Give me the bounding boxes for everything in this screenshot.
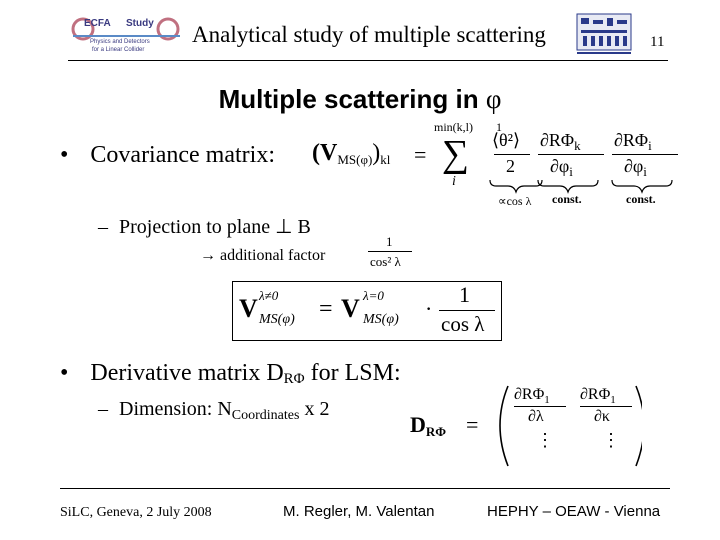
deriv-r1c1-num: $\partial R\Phi_1$ (514, 386, 550, 407)
cov-theta: ⟨θ²⟩ (492, 130, 521, 150)
boxed-dot: · (425, 296, 433, 321)
cov-dphi: $\partial\varphi_i$ (550, 156, 573, 179)
derivative-formula (410, 382, 642, 468)
deriv-lhs: $D_{R\Phi}$ (410, 412, 447, 439)
cov-eq: = (414, 142, 427, 167)
deriv-r1c2-num: $\partial R\Phi_1$ (580, 386, 616, 407)
factor-den: cos² λ (370, 254, 401, 269)
header-title: Analytical study of multiple scattering (192, 22, 546, 47)
bullet-marker: • (60, 142, 69, 168)
hephy-logo (575, 12, 633, 56)
logo-text-study: Study (126, 18, 154, 29)
sub-text: Projection to plane ⊥ B (119, 216, 311, 238)
bullet2-text: Derivative matrix $D_{R\Phi}$ for LSM: (90, 360, 401, 387)
cov-sum: ∑ (442, 133, 470, 175)
deriv-dots-2: ⋮ (602, 430, 620, 450)
boxed-formula (232, 281, 502, 341)
sub2-text: Dimension: $N_{Coordinates}$ x 2 (119, 398, 330, 423)
slide-title-symbol: φ (485, 84, 502, 114)
boxed-rhs-sub: MS(φ) (363, 312, 399, 327)
deriv-eq: = (466, 412, 479, 437)
deriv-dots-1: ⋮ (536, 430, 554, 450)
deriv-r1c1-den: ∂λ (528, 408, 544, 425)
factor-num: 1 (386, 234, 393, 249)
cov-sum-bottom: i (452, 174, 456, 189)
header-rule (68, 60, 668, 61)
cov-ul3: const. (626, 192, 656, 206)
bullet-marker-2: • (60, 360, 69, 386)
boxed-eq: = (319, 296, 333, 322)
logo-text-line4: for a Linear Collider (92, 47, 145, 53)
sub-marker: – (98, 216, 108, 238)
deriv-r1c1-line (514, 406, 566, 407)
boxed-frac-line (439, 310, 495, 311)
cov-lhs: $(V_{MS(\varphi)})_{kl}$ (312, 140, 391, 167)
footer-left: SiLC, Geneva, 2 July 2008 (60, 505, 212, 520)
cov-one: 1 (496, 120, 502, 134)
boxed-num: 1 (459, 282, 470, 307)
additional-factor-text: → additional factor (200, 247, 326, 264)
bullet-derivative (60, 360, 401, 388)
deriv-r1c2-line (580, 406, 632, 407)
bullet-covariance (60, 142, 275, 169)
cov-dRi: $\partial R\Phi_i$ (614, 130, 652, 153)
cov-ul1: ∝cos λ (498, 194, 532, 208)
boxed-lhs-sup: λ≠0 (259, 288, 279, 303)
sub-marker-2: – (98, 398, 108, 420)
cov-dRk: $\partial R\Phi_k$ (540, 130, 581, 153)
slide-title (0, 84, 720, 115)
footer-right: HEPHY – OEAW - Vienna (487, 503, 661, 520)
logo-text-line3: Physics and Detectors (90, 39, 150, 45)
page-number: 11 (650, 34, 665, 50)
deriv-r1c2-den: ∂κ (594, 408, 610, 425)
ecfa-logo (68, 14, 186, 58)
factor-formula (366, 234, 416, 274)
covariance-formula (312, 118, 712, 210)
cov-two: 2 (506, 156, 515, 176)
boxed-lhs-sub: MS(φ) (259, 312, 295, 327)
boxed-rhs: V (341, 294, 360, 323)
footer-rule (60, 488, 670, 489)
logo-text-ecfa: ECFA (84, 18, 111, 29)
sub-bullet-dimension (98, 398, 329, 424)
footer-middle: M. Regler, M. Valentan (283, 503, 435, 520)
cov-sum-top: min(k,l) (434, 120, 473, 134)
boxed-rhs-sup: λ=0 (363, 288, 384, 303)
sub-bullet-projection (98, 214, 311, 239)
factor-line (368, 251, 412, 252)
boxed-lhs: V (239, 294, 258, 323)
boxed-den: cos λ (441, 312, 485, 336)
cov-dphi-2: $\partial\varphi_i$ (624, 156, 647, 179)
bullet-text: Covariance matrix: (90, 142, 275, 168)
slide-title-text: Multiple scattering in (218, 84, 479, 114)
cov-ul2: const. (552, 192, 582, 206)
